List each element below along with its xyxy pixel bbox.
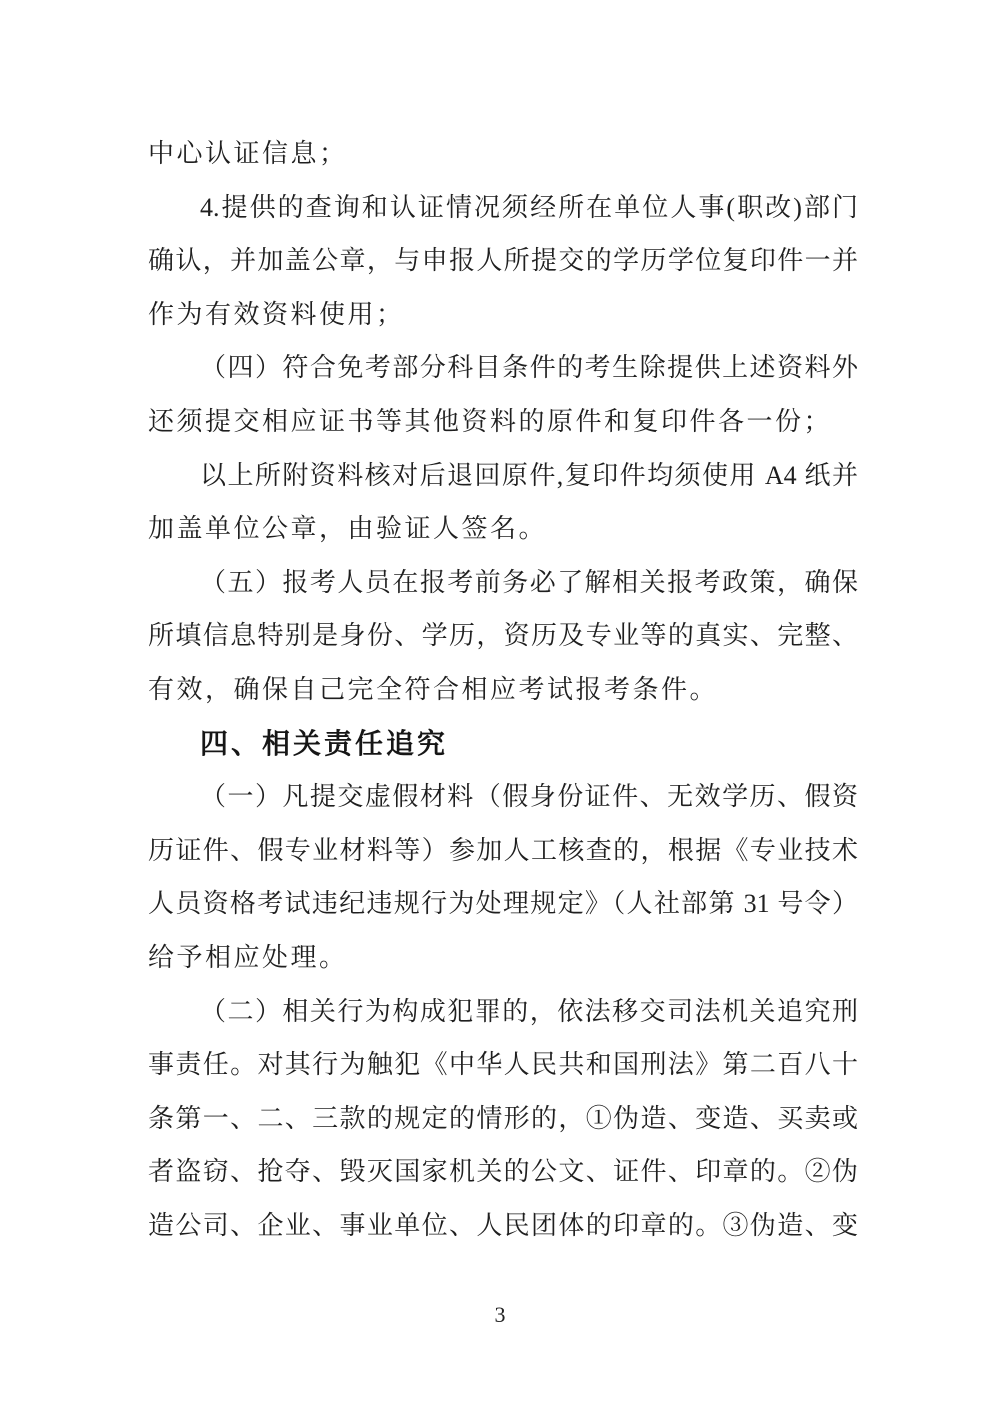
doc-line: 事责任。对其行为触犯《中华人民共和国刑法》第二百八十 bbox=[148, 1050, 858, 1080]
doc-line: 所填信息特别是身份、学历，资历及专业等的真实、完整、 bbox=[148, 621, 858, 651]
doc-line-item-4: 4.提供的查询和认证情况须经所在单位人事(职改)部门 bbox=[200, 192, 858, 222]
document-body bbox=[148, 127, 858, 1252]
doc-line-item-wu: （五）报考人员在报考前务必了解相关报考政策，确保 bbox=[200, 567, 858, 597]
doc-line: 有效，确保自己完全符合相应考试报考条件。 bbox=[148, 674, 719, 704]
doc-line-continuation: 中心认证信息； bbox=[148, 139, 348, 168]
doc-line-item-er: （二）相关行为构成犯罪的，依法移交司法机关追究刑 bbox=[200, 996, 858, 1026]
page-number: 3 bbox=[494, 1302, 506, 1327]
doc-line: 历证件、假专业材料等）参加人工核查的，根据《专业技术 bbox=[148, 835, 858, 865]
doc-line: 条第一、二、三款的规定的情形的，①伪造、变造、买卖或 bbox=[148, 1103, 858, 1133]
doc-line: 人员资格考试违纪违规行为处理规定》（人社部第 31 号令） bbox=[148, 889, 858, 919]
doc-line-item-yi: （一）凡提交虚假材料（假身份证件、无效学历、假资 bbox=[200, 782, 858, 812]
doc-line: 加盖单位公章，由验证人签名。 bbox=[148, 514, 548, 544]
doc-line: 者盗窃、抢夺、毁灭国家机关的公文、证件、印章的。②伪 bbox=[148, 1157, 858, 1187]
doc-line: 作为有效资料使用； bbox=[148, 299, 405, 329]
doc-line: 以上所附资料核对后退回原件,复印件均须使用 A4 纸并 bbox=[200, 460, 858, 490]
doc-line: 造公司、企业、事业单位、人民团体的印章的。③伪造、变 bbox=[148, 1210, 858, 1240]
doc-line: 还须提交相应证书等其他资料的原件和复印件各一份； bbox=[148, 406, 833, 436]
doc-line: 给予相应处理。 bbox=[148, 942, 348, 972]
doc-line-item-si: （四）符合免考部分科目条件的考生除提供上述资料外 bbox=[200, 353, 858, 383]
doc-line: 确认，并加盖公章，与申报人所提交的学历学位复印件一并 bbox=[148, 246, 858, 276]
section-heading-responsibility: 四、相关责任追究 bbox=[200, 727, 449, 759]
